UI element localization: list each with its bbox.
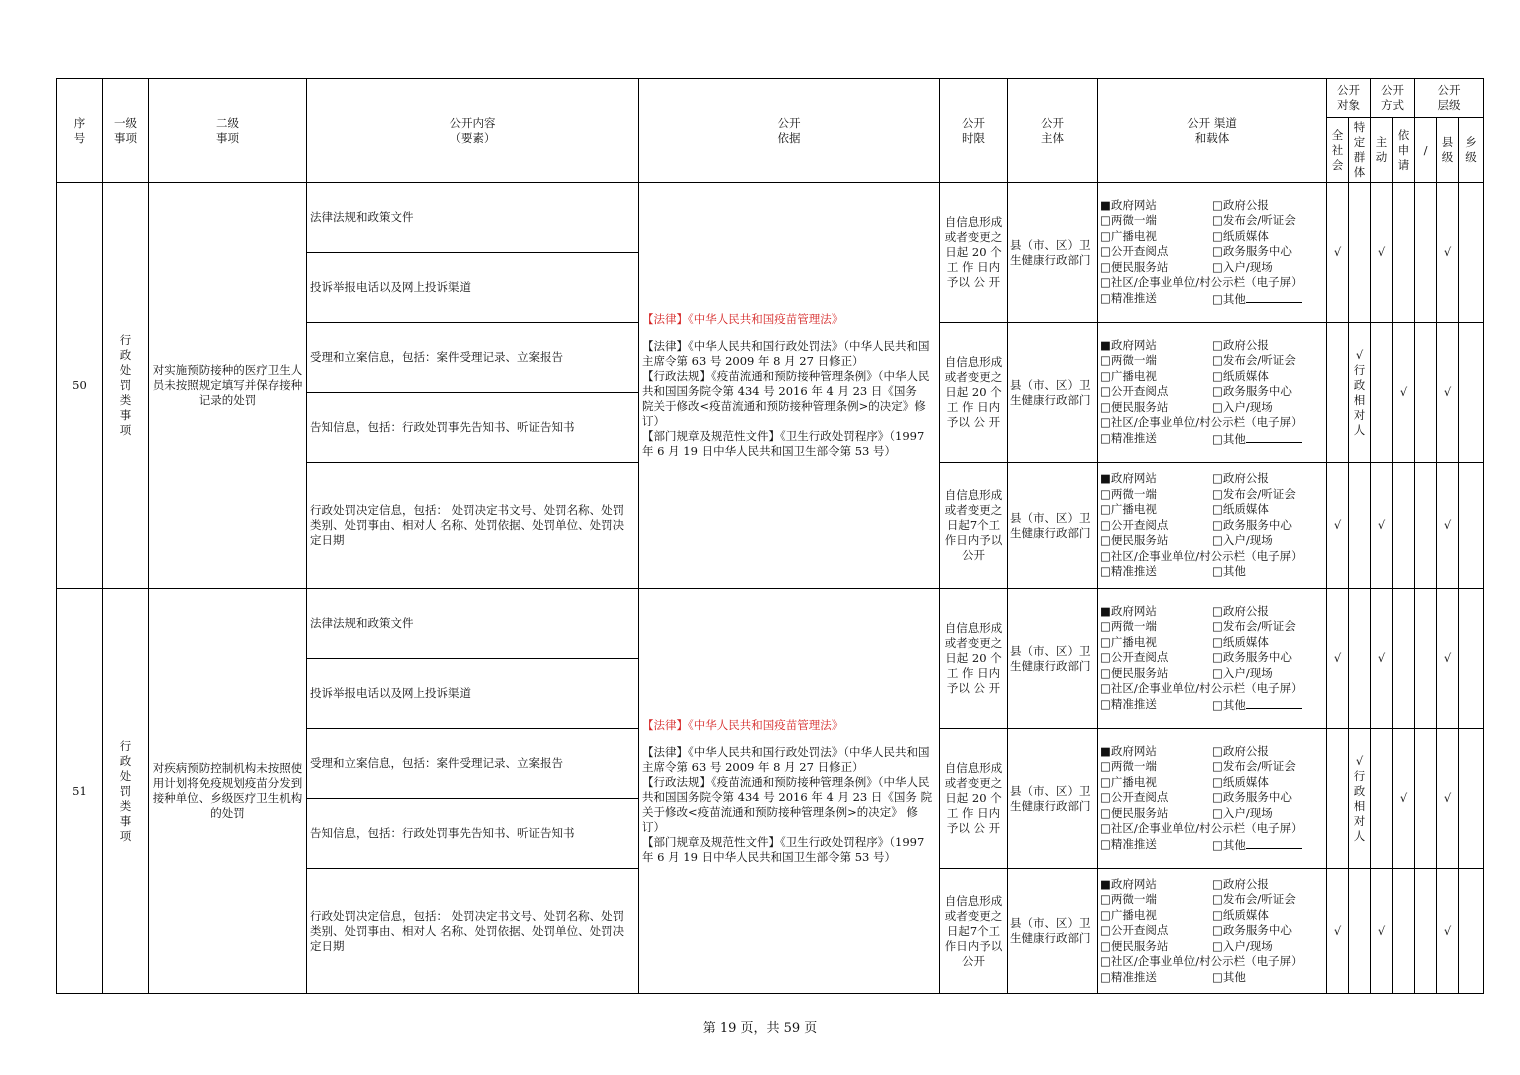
- agency-cell: 县（市、区）卫 生健康行政部门: [1008, 323, 1098, 463]
- header-target: 公开对象: [1327, 79, 1371, 118]
- header-method-apply: 依申请: [1393, 118, 1415, 183]
- check-active: √: [1371, 869, 1393, 994]
- check-county: √: [1437, 869, 1459, 994]
- agency-cell: 县（市、区）卫 生健康行政部门: [1008, 183, 1098, 323]
- check-all: √: [1327, 463, 1349, 589]
- header-tier: 公开层级: [1415, 79, 1484, 118]
- time-cell: 自信息形成或者变更之日起7个工作日内予以公开: [940, 869, 1008, 994]
- header-slash: /: [1415, 118, 1437, 183]
- channel-cell: ■政府网站 □政府公报 □两微一端 □发布会/听证会 □广播电视 □纸质媒体 □公开查阅点 □政务服务中心 □便民服务站 □入户/现场 □社区/企事业单位/村公示栏（电子屏） □精准推送 □其他: [1098, 463, 1327, 589]
- check-active: √: [1371, 183, 1393, 323]
- time-cell: 自信息形成或者变更之日起 20 个工 作 日内 予以 公 开: [940, 323, 1008, 463]
- header-target-specific: 特定群体: [1349, 118, 1371, 183]
- agency-cell: 县（市、区）卫 生健康行政部门: [1008, 869, 1098, 994]
- header-level2: 二级事项: [149, 79, 307, 183]
- basis-text: 【法律】《中华人民共和国行政处罚法》（中华人民共和国主席令第 63 号 2009 年 8 月 27 日修正） 【行政法规】《疫苗流通和预防接种管理条例》（中华人民共和国国务院令第 434 号 2016 年 4 月 23 日《国务 院关于修改<疫苗流通和预防接种管理条例>的决定》修订） 【部门规章及规范性文件】《卫生行政处罚程序》（1997 年 6 月 19 日中华人民共和国卫生部令第 53 号）: [642, 339, 930, 458]
- content-cell: 投诉举报电话以及网上投诉渠道: [307, 659, 639, 729]
- basis-cell: [639, 589, 940, 994]
- header-method: 公开方式: [1371, 79, 1415, 118]
- header-seq: 序号: [57, 79, 103, 183]
- header-tier-town: 乡级: [1459, 118, 1484, 183]
- page-footer: 第 19 页，共 59 页: [702, 1021, 818, 1036]
- check-apply: √: [1393, 323, 1415, 463]
- check-all: √: [1327, 869, 1349, 994]
- header-basis: 公开 依据: [639, 79, 940, 183]
- agency-cell: 县（市、区）卫 生健康行政部门: [1008, 463, 1098, 589]
- channel-cell: ■政府网站 □政府公报 □两微一端 □发布会/听证会 □广播电视 □纸质媒体 □公开查阅点 □政务服务中心 □便民服务站 □入户/现场 □社区/企事业单位/村公示栏（电子屏） □精准推送 □其他: [1098, 183, 1327, 323]
- header-time: 公开 时限: [940, 79, 1008, 183]
- header-content: 公开内容 （要素）: [307, 79, 639, 183]
- content-cell: 投诉举报电话以及网上投诉渠道: [307, 253, 639, 323]
- check-active: √: [1371, 589, 1393, 729]
- content-cell: 告知信息，包括：行政处罚事先告知书、听证告知书: [307, 393, 639, 463]
- channel-cell: ■政府网站 □政府公报 □两微一端 □发布会/听证会 □广播电视 □纸质媒体 □公开查阅点 □政务服务中心 □便民服务站 □入户/现场 □社区/企事业单位/村公示栏（电子屏） □精准推送 □其他: [1098, 589, 1327, 729]
- specific-target: √行政相对人: [1349, 729, 1371, 869]
- header-tier-county: 县级: [1437, 118, 1459, 183]
- item-level1: 行政处罚类事项: [103, 183, 149, 589]
- time-cell: 自信息形成或者变更之日起7个工作日内予以公开: [940, 463, 1008, 589]
- content-cell: 行政处罚决定信息，包括： 处罚决定书文号、处罚名称、处罚类别、处罚事由、相对人 名称、处罚依据、处罚单位、处罚决定日期: [307, 463, 639, 589]
- header-target-all: 全社会: [1327, 118, 1349, 183]
- check-county: √: [1437, 323, 1459, 463]
- check-county: √: [1437, 589, 1459, 729]
- header-level1: 一级事项: [103, 79, 149, 183]
- time-cell: 自信息形成或者变更之日起 20 个工 作 日内 予以 公 开: [940, 183, 1008, 323]
- check-county: √: [1437, 183, 1459, 323]
- basis-text: 【法律】《中华人民共和国行政处罚法》（中华人民共和国主席令第 63 号 2009 年 8 月 27 日修正） 【行政法规】《疫苗流通和预防接种管理条例》（中华人民共和国国务院令第 434 号 2016 年 4 月 23 日《国务 院关于修改<疫苗流通和预防接种管理条例>的决定》 修订） 【部门规章及规范性文件】《卫生行政处罚程序》（1997 年 6 月 19 日中华人民共和国卫生部令第 53 号）: [642, 744, 933, 864]
- channel-cell: ■政府网站 □政府公报 □两微一端 □发布会/听证会 □广播电视 □纸质媒体 □公开查阅点 □政务服务中心 □便民服务站 □入户/现场 □社区/企事业单位/村公示栏（电子屏） □精准推送 □其他: [1098, 869, 1327, 994]
- item-level1: 行政处罚类事项: [103, 589, 149, 994]
- check-county: √: [1437, 729, 1459, 869]
- basis-cell: [639, 183, 940, 589]
- table-row: [57, 183, 1484, 253]
- content-cell: 法律法规和政策文件: [307, 589, 639, 659]
- content-cell: 受理和立案信息，包括：案件受理记录、立案报告: [307, 323, 639, 393]
- check-apply: √: [1393, 729, 1415, 869]
- channel-cell: ■政府网站 □政府公报 □两微一端 □发布会/听证会 □广播电视 □纸质媒体 □公开查阅点 □政务服务中心 □便民服务站 □入户/现场 □社区/企事业单位/村公示栏（电子屏） □精准推送 □其他: [1098, 729, 1327, 869]
- content-cell: 告知信息，包括：行政处罚事先告知书、听证告知书: [307, 799, 639, 869]
- content-cell: 行政处罚决定信息，包括： 处罚决定书文号、处罚名称、处罚类别、处罚事由、相对人 名称、处罚依据、处罚单位、处罚决定日期: [307, 869, 639, 994]
- content-cell: 法律法规和政策文件: [307, 183, 639, 253]
- disclosure-table: [56, 78, 1484, 994]
- check-active: √: [1371, 463, 1393, 589]
- specific-target: √行政相对人: [1349, 323, 1371, 463]
- basis-law-red: 【法律】《中华人民共和国疫苗管理法》: [642, 717, 844, 732]
- item-level2: 对疾病预防控制机构未按照使用计划将免疫规划疫苗分发到接种单位、乡级医疗卫生机构的处罚: [149, 589, 307, 994]
- table-row: [57, 589, 1484, 659]
- header-channel: 公开 渠道 和载体: [1098, 79, 1327, 183]
- header-subject: 公开 主体: [1008, 79, 1098, 183]
- check-all: √: [1327, 183, 1349, 323]
- time-cell: 自信息形成或者变更之日起 20 个工 作 日内 予以 公 开: [940, 729, 1008, 869]
- content-cell: 受理和立案信息，包括：案件受理记录、立案报告: [307, 729, 639, 799]
- time-cell: 自信息形成或者变更之日起 20 个工 作 日内 予以 公 开: [940, 589, 1008, 729]
- header-method-active: 主动: [1371, 118, 1393, 183]
- check-county: √: [1437, 463, 1459, 589]
- basis-law-red: 【法律】《中华人民共和国疫苗管理法》: [642, 312, 844, 326]
- channel-cell: ■政府网站 □政府公报 □两微一端 □发布会/听证会 □广播电视 □纸质媒体 □公开查阅点 □政务服务中心 □便民服务站 □入户/现场 □社区/企事业单位/村公示栏（电子屏） □精准推送 □其他: [1098, 323, 1327, 463]
- check-all: √: [1327, 589, 1349, 729]
- item-seq: 51: [57, 589, 103, 994]
- agency-cell: 县（市、区）卫 生健康行政部门: [1008, 729, 1098, 869]
- item-level2: 对实施预防接种的医疗卫生人员未按照规定填写并保存接种记录的处罚: [149, 183, 307, 589]
- item-seq: 50: [57, 183, 103, 589]
- agency-cell: 县（市、区）卫 生健康行政部门: [1008, 589, 1098, 729]
